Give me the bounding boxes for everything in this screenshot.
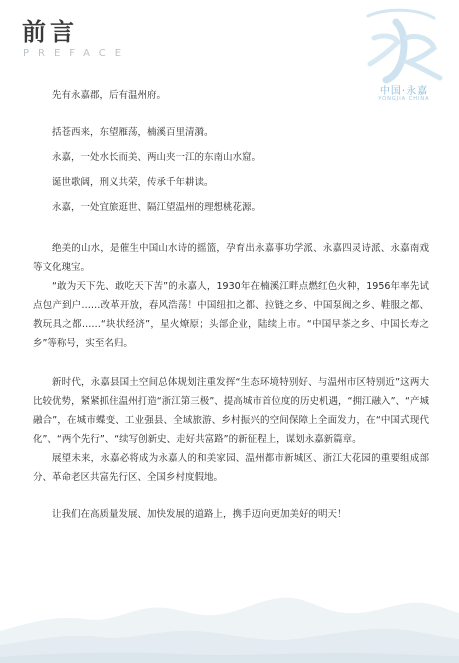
mountain-watermark-icon (0, 553, 459, 663)
page-title: 前言 (22, 18, 78, 46)
paragraph: 诞世歌阔，刑义共荣，传承千年耕读。 (52, 177, 214, 188)
paragraph: 括苍西来，东望雁荡，楠溪百里清漪。 (52, 127, 214, 138)
paragraph: “敢为天下先、敢吃天下苦”的永嘉人，1930年在楠溪江畔点燃红色火种，1956年率先试点包产到户……改革开放，春风浩荡！中国纽扣之都、拉链之乡、中国泵阀之乡、鞋服之都、教玩具之都……“块状经济”，星火燎原；头部企业，陆续上市。“中国早茶之乡、中国长寿之乡”等称号，实至名归。 (33, 281, 429, 349)
logo-text: 中国·永嘉 (379, 86, 429, 97)
paragraph: 让我们在高质量发展、加快发展的道路上，携手迈向更加美好的明天！ (52, 509, 347, 520)
logo-subtext: YONGJIA CHINA (378, 96, 430, 102)
paragraph: 绝美的山水，是催生中国山水诗的摇篮，孕育出永嘉事功学派、永嘉四灵诗派、永嘉南戏等文化瑰宝。 (33, 243, 429, 273)
page-subtitle: PREFACE (23, 48, 131, 59)
paragraph: 永嘉，一处水长而美、两山夹一江的东南山水窟。 (52, 152, 262, 163)
paragraph: 新时代，永嘉县国土空间总体规划注重发挥“生态环境特别好、与温州市区特别近”这两大比较优势，紧紧抓住温州打造“浙江第三极”、提高城市首位度的历史机遇，“拥江融入”、“产城融合”，在城市蝶变、工业强县、全域旅游、乡村振兴的空间保障上全面发力，在“中国式现代化”、“两个先行”、“续写创新史、走好共富路”的新征程上，谋划永嘉新篇章。 (33, 377, 429, 445)
paragraph: 先有永嘉郡，后有温州府。 (52, 90, 167, 101)
preface-body (33, 86, 429, 524)
paragraph: 永嘉，一处宜旅逛世、隔江望温州的理想桃花源。 (52, 202, 262, 213)
paragraph: 展望未来，永嘉必将成为永嘉人的和美家园、温州都市新城区、浙江大花园的重要组成部分、革命老区共富先行区、全国乡村度假地。 (33, 453, 429, 483)
